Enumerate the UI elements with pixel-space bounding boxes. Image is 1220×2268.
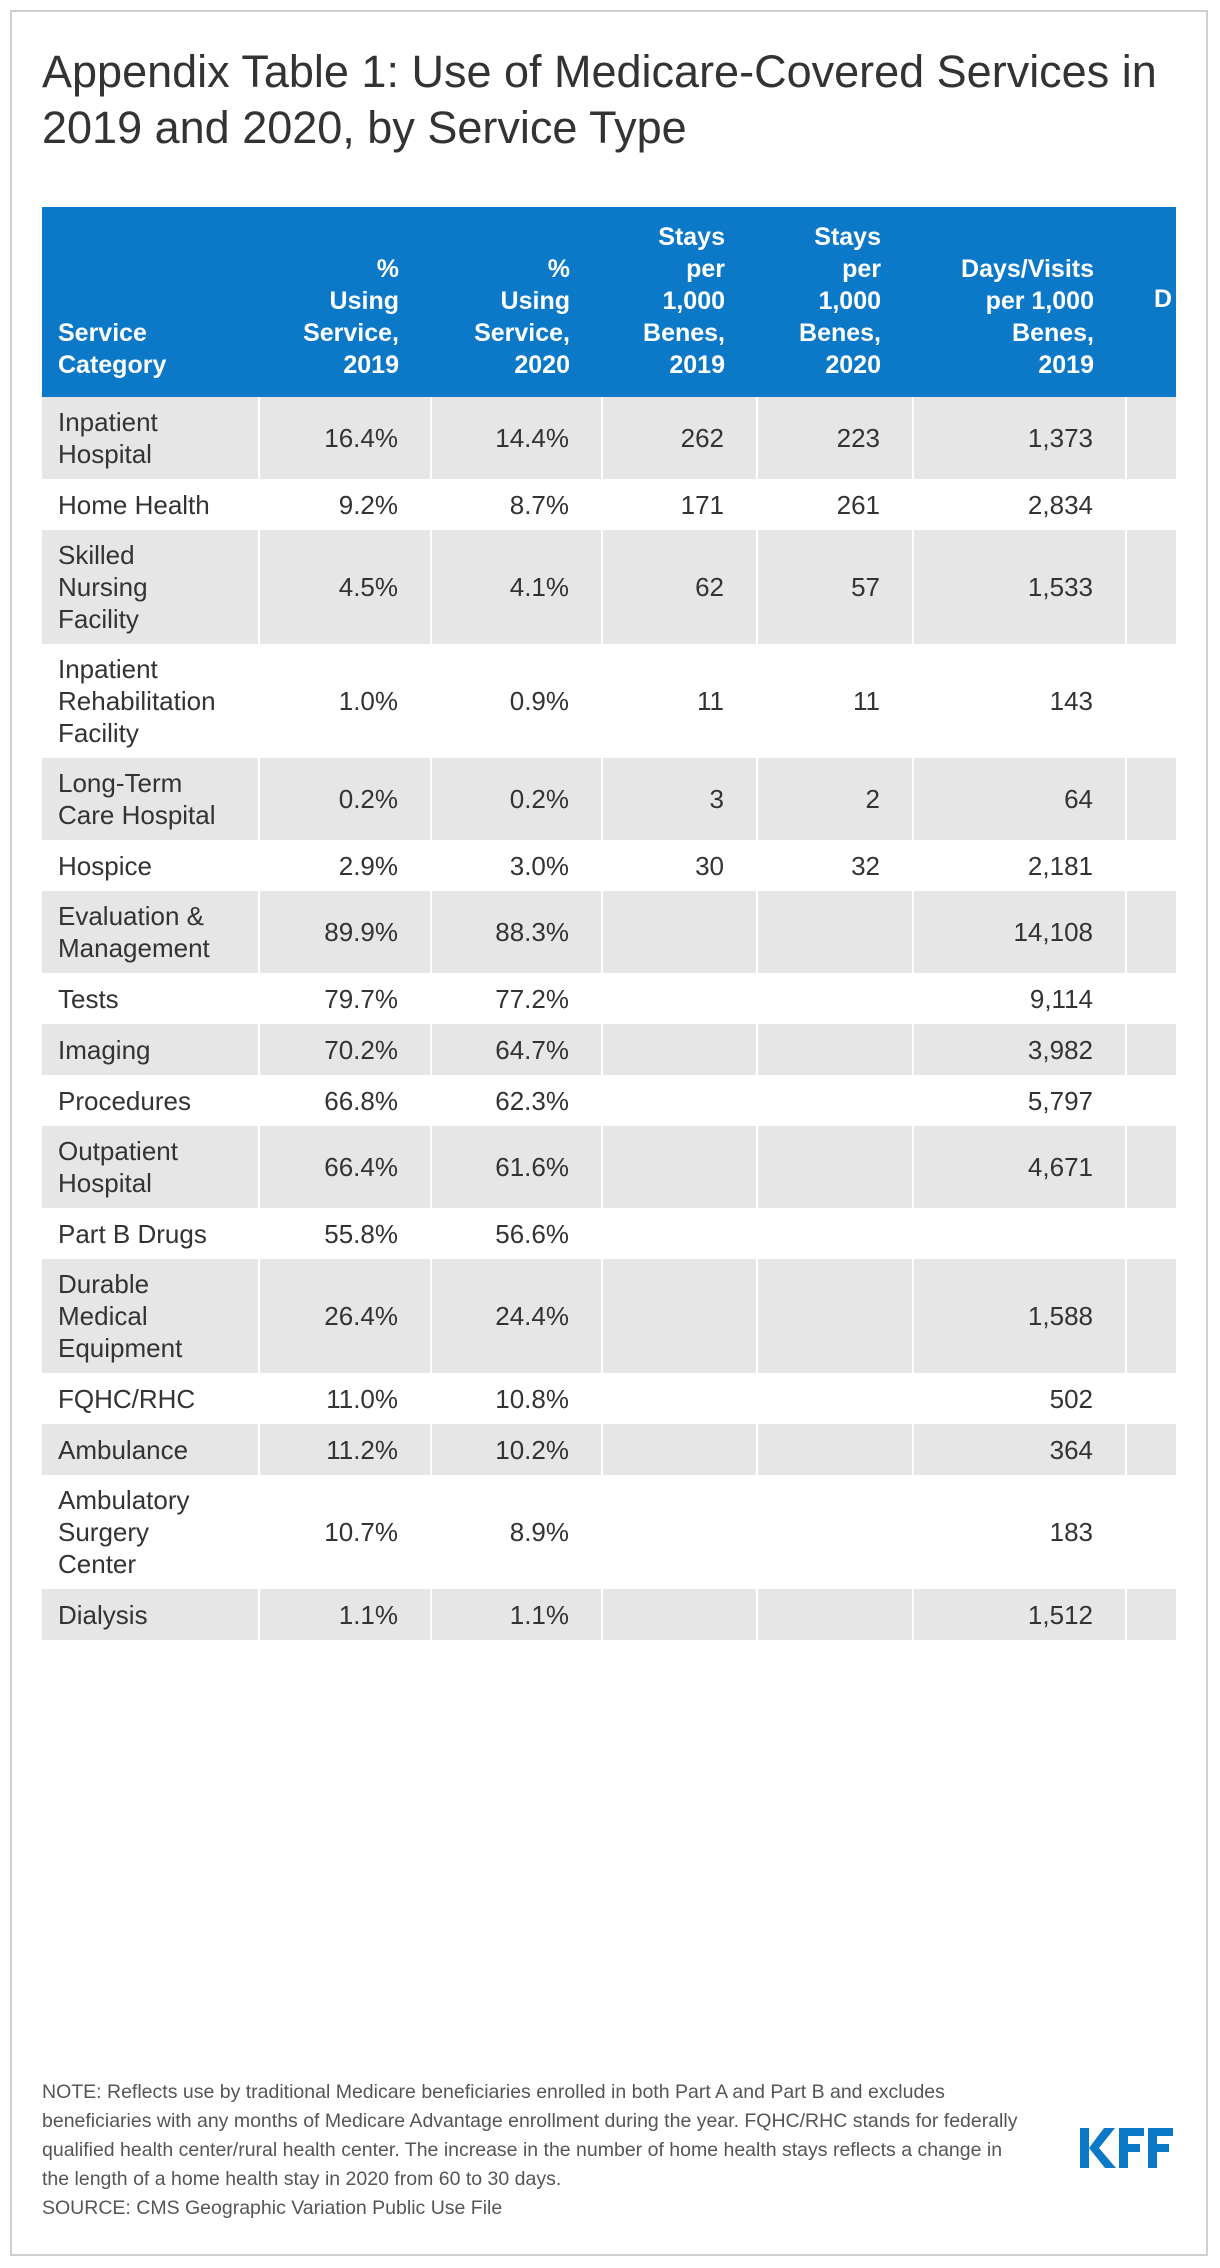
cell-pct-2020: 62.3% <box>431 1075 602 1126</box>
header-stays-2019[interactable]: Stays per 1,000 Benes, 2019 <box>602 207 757 397</box>
cell-days-2019: 1,373 <box>913 397 1126 479</box>
cell-stays-2020 <box>757 1424 913 1475</box>
cell-days-2019: 1,588 <box>913 1259 1126 1373</box>
cell-days-2019: 3,982 <box>913 1024 1126 1075</box>
cell-pct-2019: 9.2% <box>259 479 431 530</box>
cell-stays-2020 <box>757 1126 913 1208</box>
note-text: NOTE: Reflects use by traditional Medicare beneficiaries enrolled in both Part A and Part B and excludes beneficiaries with any months of Medicare Advantage enrollment during the year. FQHC/RHC stands for federally qualified health center/rural health center. The increase in the number of home health stays reflects a change in the length of a home health stay in 2020 from 60 to 30 days. <box>42 2081 1018 2190</box>
cell-days-2020-cut <box>1126 397 1176 479</box>
footnotes <box>42 2078 1022 2223</box>
cell-pct-2020: 8.9% <box>431 1475 602 1589</box>
cell-pct-2020: 56.6% <box>431 1208 602 1259</box>
cell-stays-2020: 57 <box>757 530 913 644</box>
source-text: SOURCE: CMS Geographic Variation Public Use File <box>42 2197 503 2219</box>
cell-pct-2019: 11.0% <box>259 1373 431 1424</box>
table-row <box>42 1475 1176 1589</box>
cell-category: Part B Drugs <box>58 1218 207 1249</box>
cell-stays-2019 <box>602 1373 757 1424</box>
cell-stays-2019 <box>602 1259 757 1373</box>
cell-pct-2020: 1.1% <box>431 1589 602 1640</box>
cell-days-2020-cut <box>1126 1024 1176 1075</box>
header-stays-2020[interactable]: Stays per 1,000 Benes, 2020 <box>757 207 913 397</box>
cell-pct-2019: 10.7% <box>259 1475 431 1589</box>
cell-days-2019: 4,671 <box>913 1126 1126 1208</box>
cell-category: Ambulance <box>42 1424 259 1475</box>
cell-pct-2019: 70.2% <box>259 1024 431 1075</box>
cell-category: Dialysis <box>42 1589 259 1640</box>
cell-days-2019: 1,533 <box>913 530 1126 644</box>
cell-category: Outpatient Hospital <box>42 1126 259 1208</box>
cell-days-2019: 143 <box>913 644 1126 758</box>
table-header-row <box>42 207 1176 397</box>
cell-category: Inpatient Hospital <box>42 397 259 479</box>
cell-stays-2020: 261 <box>757 479 913 530</box>
cell-stays-2020 <box>757 1475 913 1589</box>
cell-category: Imaging <box>42 1024 259 1075</box>
cell-pct-2019: 11.2% <box>259 1424 431 1475</box>
cell-stays-2019 <box>602 1075 757 1126</box>
cell-stays-2020 <box>757 973 913 1024</box>
table-row <box>42 1259 1176 1373</box>
cell-days-2020-cut <box>1126 891 1176 973</box>
cell-pct-2019: 4.5% <box>259 530 431 644</box>
cell-stays-2019: 30 <box>602 840 757 891</box>
cell-category: Long-Term Care Hospital <box>42 758 259 840</box>
cell-days-2020-cut <box>1126 758 1176 840</box>
table-row <box>42 973 1176 1024</box>
cell-days-2020-cut <box>1126 479 1176 530</box>
cell-stays-2020 <box>757 1075 913 1126</box>
cell-days-2020-cut <box>1126 840 1176 891</box>
cell-days-2020-cut <box>1126 1373 1176 1424</box>
cell-pct-2020: 10.8% <box>431 1373 602 1424</box>
cell-pct-2020: 4.1% <box>431 530 602 644</box>
kff-logo <box>1078 2124 1176 2172</box>
cell-stays-2020 <box>757 1024 913 1075</box>
table-row <box>42 530 1176 644</box>
cell-category: Durable Medical Equipment <box>42 1259 259 1373</box>
header-service-category[interactable]: Service Category <box>42 207 259 397</box>
table-row <box>42 758 1176 840</box>
cell-pct-2020: 8.7% <box>431 479 602 530</box>
cell-stays-2019: 11 <box>602 644 757 758</box>
header-days-2020-cut[interactable]: D <box>1126 207 1176 397</box>
cell-stays-2019 <box>602 1208 757 1259</box>
cell-pct-2020: 61.6% <box>431 1126 602 1208</box>
cell-pct-2020: 14.4% <box>431 397 602 479</box>
table-row <box>42 1024 1176 1075</box>
cell-category: Procedures <box>58 1085 191 1116</box>
cell-days-2020-cut <box>1126 1075 1176 1126</box>
cell-days-2020-cut <box>1126 1126 1176 1208</box>
cell-stays-2019: 62 <box>602 530 757 644</box>
cell-pct-2019: 26.4% <box>259 1259 431 1373</box>
table-row <box>42 1424 1176 1475</box>
cell-days-2019 <box>913 1208 1126 1259</box>
table-row <box>42 1589 1176 1640</box>
cell-category: Skilled Nursing Facility <box>42 530 259 644</box>
cell-category: Tests <box>58 983 119 1014</box>
cell-days-2020-cut <box>1126 973 1176 1024</box>
cell-days-2019: 9,114 <box>913 973 1126 1024</box>
cell-days-2020-cut <box>1126 644 1176 758</box>
cell-stays-2019 <box>602 1126 757 1208</box>
cell-days-2020-cut <box>1126 1424 1176 1475</box>
cell-stays-2019 <box>602 1589 757 1640</box>
page-title: Appendix Table 1: Use of Medicare-Covered Services in 2019 and 2020, by Service Type <box>42 46 1157 153</box>
cell-pct-2020: 24.4% <box>431 1259 602 1373</box>
header-days-2019[interactable]: Days/Visits per 1,000 Benes, 2019 <box>913 207 1126 397</box>
cell-days-2019: 183 <box>913 1475 1126 1589</box>
cell-pct-2020: 64.7% <box>431 1024 602 1075</box>
cell-stays-2020 <box>757 1208 913 1259</box>
cell-stays-2020 <box>757 1589 913 1640</box>
cell-stays-2020 <box>757 1259 913 1373</box>
cell-pct-2020: 0.2% <box>431 758 602 840</box>
cell-pct-2019: 16.4% <box>259 397 431 479</box>
cell-pct-2020: 3.0% <box>431 840 602 891</box>
cell-stays-2019: 3 <box>602 758 757 840</box>
table-row <box>42 479 1176 530</box>
cell-days-2019: 1,512 <box>913 1589 1126 1640</box>
cell-stays-2019 <box>602 973 757 1024</box>
table-row <box>42 1126 1176 1208</box>
cell-pct-2019: 2.9% <box>259 840 431 891</box>
cell-days-2019: 502 <box>913 1373 1126 1424</box>
cell-stays-2020: 223 <box>757 397 913 479</box>
cell-days-2019: 364 <box>913 1424 1126 1475</box>
cell-category: Inpatient Rehabilitation Facility <box>58 654 216 748</box>
cell-stays-2019 <box>602 1024 757 1075</box>
cell-pct-2019: 66.4% <box>259 1126 431 1208</box>
cell-stays-2019: 262 <box>602 397 757 479</box>
cell-days-2019: 2,181 <box>913 840 1126 891</box>
table-row <box>42 1075 1176 1126</box>
table-row <box>42 891 1176 973</box>
cell-pct-2019: 1.1% <box>259 1589 431 1640</box>
cell-stays-2020: 32 <box>757 840 913 891</box>
cell-pct-2019: 55.8% <box>259 1208 431 1259</box>
cell-pct-2019: 0.2% <box>259 758 431 840</box>
table-row <box>42 1208 1176 1259</box>
cell-days-2020-cut <box>1126 1475 1176 1589</box>
cell-stays-2020: 11 <box>757 644 913 758</box>
cell-days-2020-cut <box>1126 1208 1176 1259</box>
cell-category: Evaluation & Management <box>42 891 259 973</box>
cell-days-2020-cut <box>1126 530 1176 644</box>
cell-category: Ambulatory Surgery Center <box>58 1485 190 1579</box>
cell-days-2020-cut <box>1126 1259 1176 1373</box>
cell-stays-2020 <box>757 891 913 973</box>
cell-days-2019: 14,108 <box>913 891 1126 973</box>
cell-days-2019: 2,834 <box>913 479 1126 530</box>
header-pct-2019[interactable]: % Using Service, 2019 <box>259 207 431 397</box>
table-row <box>42 840 1176 891</box>
cell-pct-2020: 10.2% <box>431 1424 602 1475</box>
cell-stays-2019 <box>602 891 757 973</box>
cell-pct-2020: 0.9% <box>431 644 602 758</box>
table-body <box>42 397 1176 1640</box>
cell-pct-2019: 79.7% <box>259 973 431 1024</box>
table-row <box>42 397 1176 479</box>
cell-days-2020-cut <box>1126 1589 1176 1640</box>
cell-pct-2020: 88.3% <box>431 891 602 973</box>
cell-category: Hospice <box>58 850 152 881</box>
cell-stays-2020: 2 <box>757 758 913 840</box>
cell-stays-2019 <box>602 1424 757 1475</box>
data-table-wrapper <box>42 207 1176 1640</box>
header-pct-2020[interactable]: % Using Service, 2020 <box>431 207 602 397</box>
table-row <box>42 1373 1176 1424</box>
cell-pct-2019: 89.9% <box>259 891 431 973</box>
table-row <box>42 644 1176 758</box>
cell-days-2019: 5,797 <box>913 1075 1126 1126</box>
cell-stays-2019: 171 <box>602 479 757 530</box>
data-table <box>42 207 1176 1640</box>
cell-pct-2019: 66.8% <box>259 1075 431 1126</box>
cell-days-2019: 64 <box>913 758 1126 840</box>
cell-category: Home Health <box>58 489 210 520</box>
cell-pct-2019: 1.0% <box>259 644 431 758</box>
cell-stays-2020 <box>757 1373 913 1424</box>
cell-category: FQHC/RHC <box>58 1383 196 1414</box>
cell-stays-2019 <box>602 1475 757 1589</box>
cell-pct-2020: 77.2% <box>431 973 602 1024</box>
